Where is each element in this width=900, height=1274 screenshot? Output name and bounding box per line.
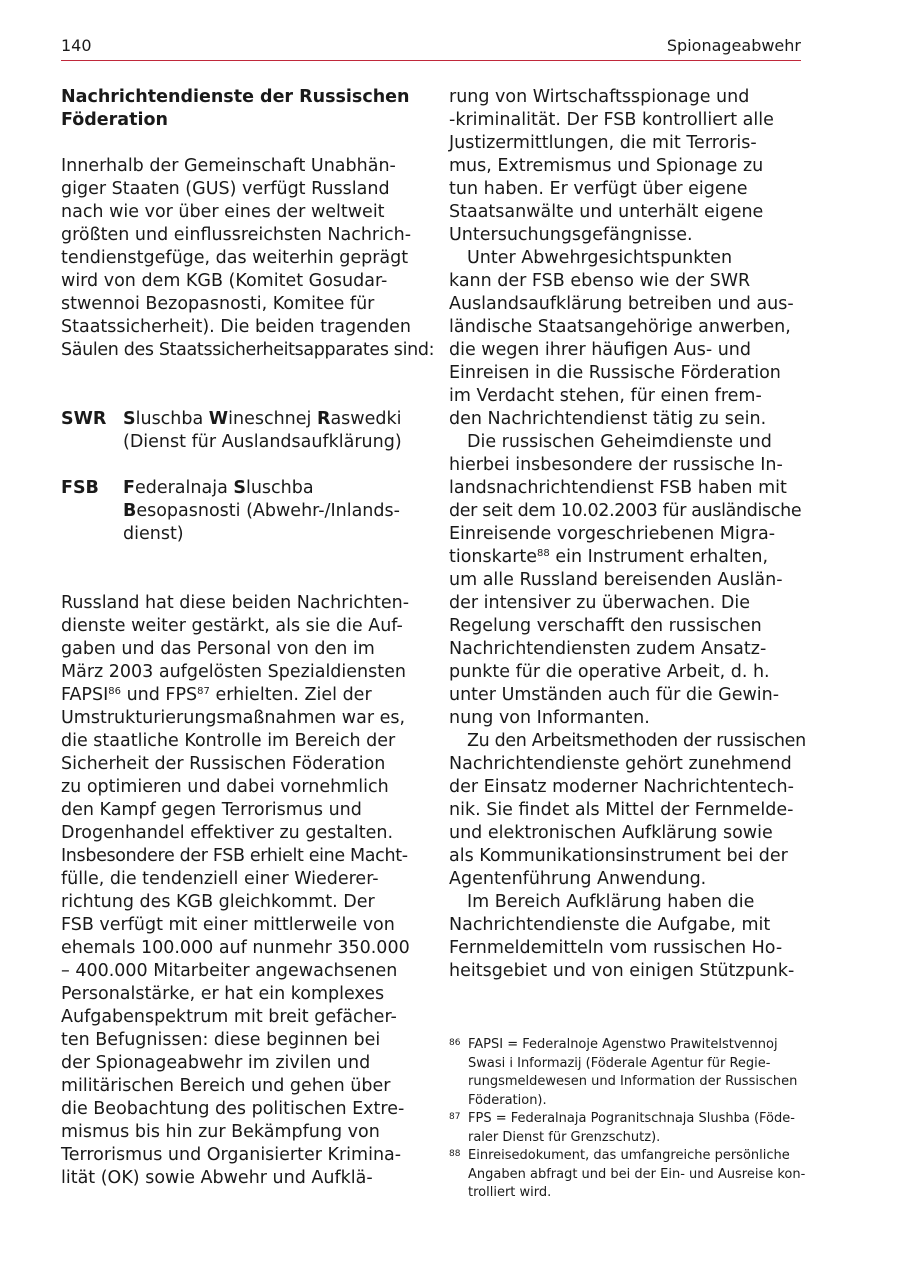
footnote-line xyxy=(449,1166,805,1185)
text-line: der seit dem 10.02.2003 für ausländische xyxy=(449,501,802,521)
text-line: Justizermittlungen, die mit Terroris- xyxy=(449,133,757,153)
footnote-line xyxy=(449,1073,805,1092)
text-line: Drogenhandel effektiver zu gestalten. xyxy=(61,823,394,843)
footnote-line xyxy=(449,1055,805,1074)
text-line: Sicherheit der Russischen Föderation xyxy=(61,754,386,774)
text-line: kann der FSB ebenso wie der SWR xyxy=(449,271,751,291)
text-line: Umstrukturierungsmaßnahmen war es, xyxy=(61,708,406,728)
footnote-number: 88 xyxy=(449,1149,461,1159)
text-line: den Nachrichtendienst tätig zu sein. xyxy=(449,409,767,429)
text-line: Einreisen in die Russische Förderation xyxy=(449,363,781,383)
footnote-text: FPS = Federalnaja Pogranitschnaja Slushba (Föde- xyxy=(468,1111,795,1126)
bold-initial: F xyxy=(123,478,135,498)
section-heading: Föderation xyxy=(61,110,168,130)
text-line: Fernmeldemitteln vom russischen Ho- xyxy=(449,938,783,958)
text-line: stwennoi Bezopasnosti, Komitee für xyxy=(61,294,375,314)
text-line: die staatliche Kontrolle im Bereich der xyxy=(61,731,396,751)
text-line: nach wie vor über eines der weltweit xyxy=(61,202,385,222)
footnote-line xyxy=(449,1110,805,1129)
text-line: mus, Extremismus und Spionage zu xyxy=(449,156,764,176)
bold-initial: S xyxy=(233,478,246,498)
text-line: Unter Abwehrgesichtspunkten xyxy=(467,248,733,268)
text-line: -kriminalität. Der FSB kontrolliert alle xyxy=(449,110,774,130)
text-line: unter Umständen auch für die Gewin- xyxy=(449,685,780,705)
text-line: Aufgabenspektrum mit breit gefächer- xyxy=(61,1007,397,1027)
text-line: heitsgebiet und von einigen Stützpunk- xyxy=(449,961,795,981)
text-line: als Kommunikationsinstrument bei der xyxy=(449,846,788,866)
footnote-ref: 87 xyxy=(197,686,210,697)
text-line: giger Staaten (GUS) verfügt Russland xyxy=(61,179,390,199)
text-line: die Beobachtung des politischen Extre- xyxy=(61,1099,405,1119)
text-line: größten und einflussreichsten Nachrich- xyxy=(61,225,412,245)
abbreviation-key: FSB xyxy=(61,478,99,498)
bold-initial: S xyxy=(123,409,136,429)
text-line: den Kampf gegen Terrorismus und xyxy=(61,800,362,820)
text-line: ländische Staatsangehörige anwerben, xyxy=(449,317,791,337)
text-line: – 400.000 Mitarbeiter angewachsenen xyxy=(61,961,398,981)
text-line: tionskarte$^{88}$ ein Instrument erhalten, xyxy=(449,547,769,567)
page-number: 140 xyxy=(61,36,92,55)
footnote-ref: 88 xyxy=(537,548,550,559)
right-column xyxy=(449,86,805,983)
text-line: Regelung verschafft den russischen xyxy=(449,616,762,636)
footnotes xyxy=(449,1036,805,1203)
text-line: der intensiver zu überwachen. Die xyxy=(449,593,751,613)
text-line: Insbesondere der FSB erhielt eine Macht- xyxy=(61,846,408,866)
text-line: Auslandsaufklärung betreiben und aus- xyxy=(449,294,794,314)
footnote-line xyxy=(449,1184,805,1203)
text-line: Die russischen Geheimdienste und xyxy=(467,432,772,452)
footnote-text: Swasi i Informazij (Föderale Agentur für Regie- xyxy=(468,1055,771,1071)
footnote-ref: 86 xyxy=(108,686,121,697)
text-line: mismus bis hin zur Bekämpfung von xyxy=(61,1122,380,1142)
text-line: im Verdacht stehen, für einen frem- xyxy=(449,386,762,406)
text-line: ten Befugnissen: diese beginnen bei xyxy=(61,1030,381,1050)
text-line: FSB verfügt mit einer mittlerweile von xyxy=(61,915,395,935)
text-line: Nachrichtendiensten zudem Ansatz- xyxy=(449,639,767,659)
footnote-line xyxy=(449,1129,805,1148)
text-line: tendienstgefüge, das weiterhin geprägt xyxy=(61,248,409,268)
text-line: die wegen ihrer häufigen Aus- und xyxy=(449,340,752,360)
text-line: dienste weiter gestärkt, als sie die Auf- xyxy=(61,616,403,636)
footnote-text: Föderation). xyxy=(468,1092,547,1108)
text-line: der Spionageabwehr im zivilen und xyxy=(61,1053,371,1073)
footnote-text: Angaben abfragt und bei der Ein- und Ausreise kon- xyxy=(468,1166,806,1182)
text-line: gaben und das Personal von den im xyxy=(61,639,375,659)
text-line: Staatsanwälte und unterhält eigene xyxy=(449,202,764,222)
text-line: Nachrichtendienste gehört zunehmend xyxy=(449,754,792,774)
footnote-line xyxy=(449,1092,805,1111)
text-line: der Einsatz moderner Nachrichtentech- xyxy=(449,777,794,797)
text-line: Agentenführung Anwendung. xyxy=(449,869,707,889)
footnote-line xyxy=(449,1147,805,1166)
abbreviation-key: SWR xyxy=(61,409,107,429)
text-line: punkte für die operative Arbeit, d. h. xyxy=(449,662,770,682)
text-line: Einreisende vorgeschriebenen Migra- xyxy=(449,524,776,544)
text-line: Russland hat diese beiden Nachrichten- xyxy=(61,593,410,613)
text-line: rung von Wirtschaftsspionage und xyxy=(449,87,750,107)
bold-initial: R xyxy=(316,409,331,429)
text-line: um alle Russland bereisenden Auslän- xyxy=(449,570,783,590)
text-line: Untersuchungsgefängnisse. xyxy=(449,225,693,245)
text-line: Staatssicherheit). Die beiden tragenden xyxy=(61,317,411,337)
abbreviation-row xyxy=(61,523,415,546)
text-line: nik. Sie findet als Mittel der Fernmelde- xyxy=(449,800,794,820)
text-line: Im Bereich Aufklärung haben die xyxy=(467,892,755,912)
text-line: wird von dem KGB (Komitet Gosudar- xyxy=(61,271,388,291)
footnote-text: FAPSI = Federalnoje Agenstwo Prawitelstvennoj xyxy=(468,1037,778,1052)
footnote-number: 86 xyxy=(449,1038,461,1048)
bold-initial: B xyxy=(123,501,137,521)
abbreviation-text: Federalnaja Sluschba xyxy=(123,478,314,498)
header-rule xyxy=(61,60,801,61)
footnote-text: Einreisedokument, das umfangreiche persönliche xyxy=(468,1148,790,1163)
text-line: ehemals 100.000 auf nunmehr 350.000 xyxy=(61,938,410,958)
running-title: Spionageabwehr xyxy=(666,36,801,55)
text-line: März 2003 aufgelösten Spezialdiensten xyxy=(61,662,406,682)
text-line: fülle, die tendenziell einer Wiederer- xyxy=(61,869,379,889)
text-line: und elektronischen Aufklärung sowie xyxy=(449,823,773,843)
footnote-text: raler Dienst für Grenzschutz). xyxy=(468,1129,661,1145)
text-line: tun haben. Er verfügt über eigene xyxy=(449,179,748,199)
text-line: hierbei insbesondere der russische In- xyxy=(449,455,783,475)
text-line: lität (OK) sowie Abwehr und Aufklä- xyxy=(61,1168,373,1188)
abbreviation-row xyxy=(61,431,415,454)
spacer xyxy=(61,454,415,477)
text-line: Personalstärke, er hat ein komplexes xyxy=(61,984,385,1004)
spacer xyxy=(61,385,415,408)
section-heading: Nachrichtendienste der Russischen xyxy=(61,87,410,107)
bold-initial: W xyxy=(208,409,229,429)
spacer xyxy=(61,362,415,385)
text-line: richtung des KGB gleichkommt. Der xyxy=(61,892,375,912)
abbreviation-row xyxy=(61,500,415,523)
spacer xyxy=(61,569,415,592)
abbreviation-row xyxy=(61,477,415,500)
abbreviation-text: (Dienst für Auslandsaufklärung) xyxy=(123,432,402,452)
text-line: Zu den Arbeitsmethoden der russischen xyxy=(467,731,806,751)
text-line: nung von Informanten. xyxy=(449,708,650,728)
abbreviation-text: Sluschba Wineschnej Raswedki xyxy=(123,409,402,429)
abbreviation-text: dienst) xyxy=(123,524,184,544)
text-line: Innerhalb der Gemeinschaft Unabhän- xyxy=(61,156,396,176)
text-line: Nachrichtendienste die Aufgabe, mit xyxy=(449,915,771,935)
abbreviation-row xyxy=(61,408,415,431)
text-line: militärischen Bereich und gehen über xyxy=(61,1076,391,1096)
text-line: Säulen des Staatssicherheitsapparates sind: xyxy=(61,340,435,360)
footnote-text: trolliert wird. xyxy=(468,1185,552,1200)
page-header xyxy=(61,36,801,60)
text-line: Terrorismus und Organisierter Krimina- xyxy=(61,1145,402,1165)
text-line: FAPSI$^{86}$ und FPS$^{87}$ erhielten. Ziel der xyxy=(61,685,372,705)
footnote-text: rungsmeldewesen und Information der Russischen xyxy=(468,1074,798,1089)
footnote-number: 87 xyxy=(449,1112,461,1122)
text-line: landsnachrichtendienst FSB haben mit xyxy=(449,478,787,498)
text-line: zu optimieren und dabei vornehmlich xyxy=(61,777,389,797)
spacer xyxy=(61,546,415,569)
left-column xyxy=(61,86,435,1190)
footnote-line xyxy=(449,1036,805,1055)
spacer xyxy=(61,132,415,155)
abbreviation-text: Besopasnosti (Abwehr-/Inlands- xyxy=(123,501,400,521)
